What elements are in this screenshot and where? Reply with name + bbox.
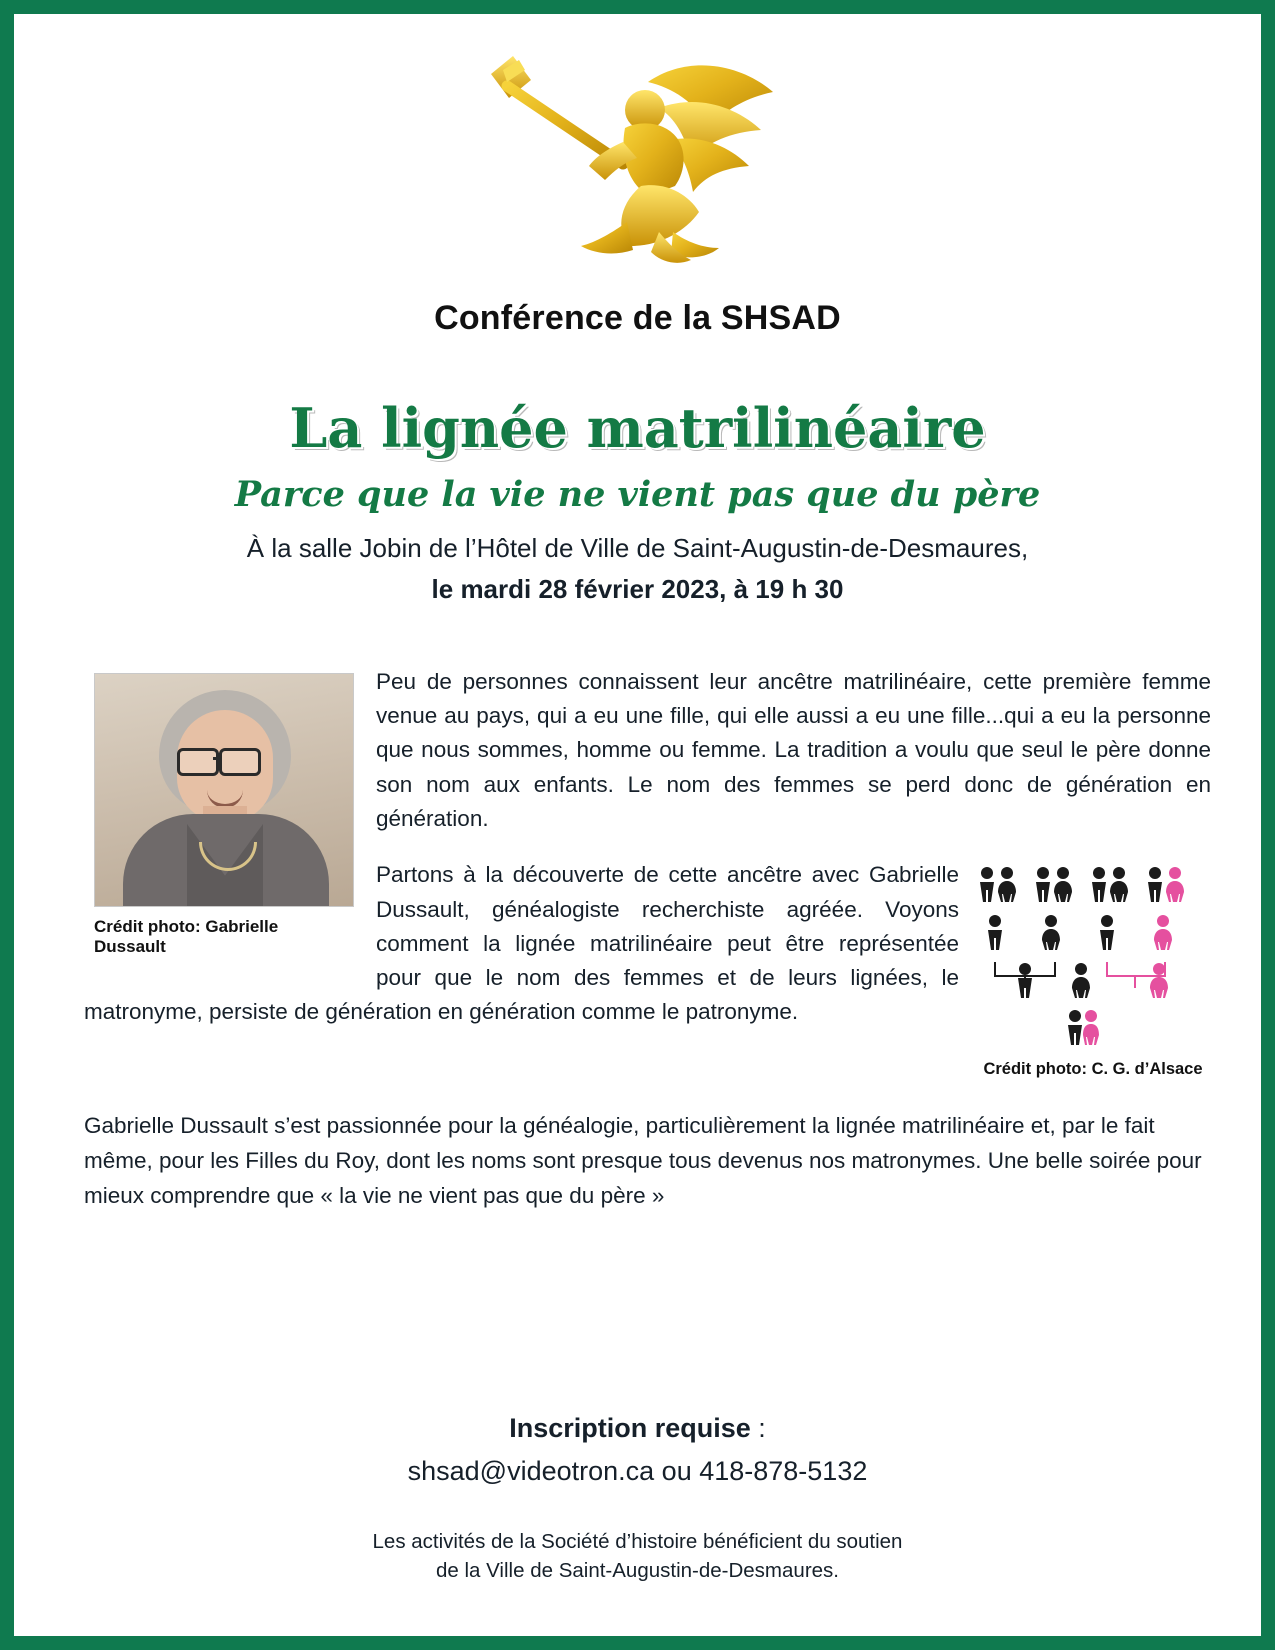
speaker-photo-credit: Crédit photo: Gabrielle Dussault xyxy=(94,917,279,956)
page-subtitle: Parce que la vie ne vient pas que du père xyxy=(234,474,1041,515)
venue-line: À la salle Jobin de l’Hôtel de Ville de Saint-Augustin-de-Desmaures, xyxy=(246,533,1029,563)
portrait-glasses-bridge xyxy=(213,757,219,760)
speaker-portrait-image xyxy=(94,673,354,907)
contact-line[interactable]: shsad@videotron.ca ou 418-878-5132 xyxy=(407,1455,868,1486)
family-tree-icon xyxy=(975,864,1211,1054)
tree-photo-credit: Crédit photo: C. G. d’Alsace xyxy=(983,1060,1203,1079)
support-note xyxy=(28,1527,1247,1586)
page-title: La lignée matrilinéaire xyxy=(289,396,986,460)
body-paragraph-1: Peu de personnes connaissent leur ancêtre matrilinéaire, cette première femme venue au pays, qui a eu une fille, qui elle aussi a eu une fille...qui a eu la personne que nous sommes, homme ou femme. La tradition a voulu que seul le père donne son nom aux enfants. Le nom des femmes se perd donc de génération en génération. xyxy=(376,669,1211,831)
footer xyxy=(28,1413,1247,1586)
poster-inner xyxy=(28,28,1247,1622)
angel-trumpet-icon xyxy=(473,46,803,271)
speaker-photo-block xyxy=(94,673,352,957)
body-paragraph-2: Partons à la découverte de cette ancêtre avec Gabrielle Dussault, généalogiste recherchiste agréée. Voyons comment la lignée matrilinéaire peut être représentée pour que le nom des femmes et de leurs lignées, le matronyme, persiste de génération en génération comme le patronyme. xyxy=(84,862,959,1025)
support-line-2: de la Ville de Saint-Augustin-de-Desmaures. xyxy=(435,1559,839,1583)
date-line: le mardi 28 février 2023, à 19 h 30 xyxy=(431,574,844,604)
conference-label: Conférence de la SHSAD xyxy=(434,299,841,337)
inscription-label: Inscription requise xyxy=(509,1412,751,1443)
body-paragraph-3: Gabrielle Dussault s’est passionnée pour la généalogie, particulièrement la lignée matrilinéaire et, par le fait même, pour les Filles du Roy, dont les noms sont presque tous devenus nos matronymes. Une belle soirée pour mieux comprendre que « la vie ne vient pas que du père » xyxy=(84,1113,1202,1209)
support-line-1: Les activités de la Société d’histoire bénéficient du soutien xyxy=(372,1529,903,1553)
portrait-glasses-right xyxy=(219,748,261,776)
emblem-container xyxy=(28,28,1247,271)
content-block xyxy=(28,665,1247,1079)
portrait-glasses-left xyxy=(177,748,219,776)
inscription-colon: : xyxy=(750,1412,766,1443)
matrilineal-tree-block xyxy=(975,864,1211,1079)
inscription-line xyxy=(28,1413,1247,1444)
